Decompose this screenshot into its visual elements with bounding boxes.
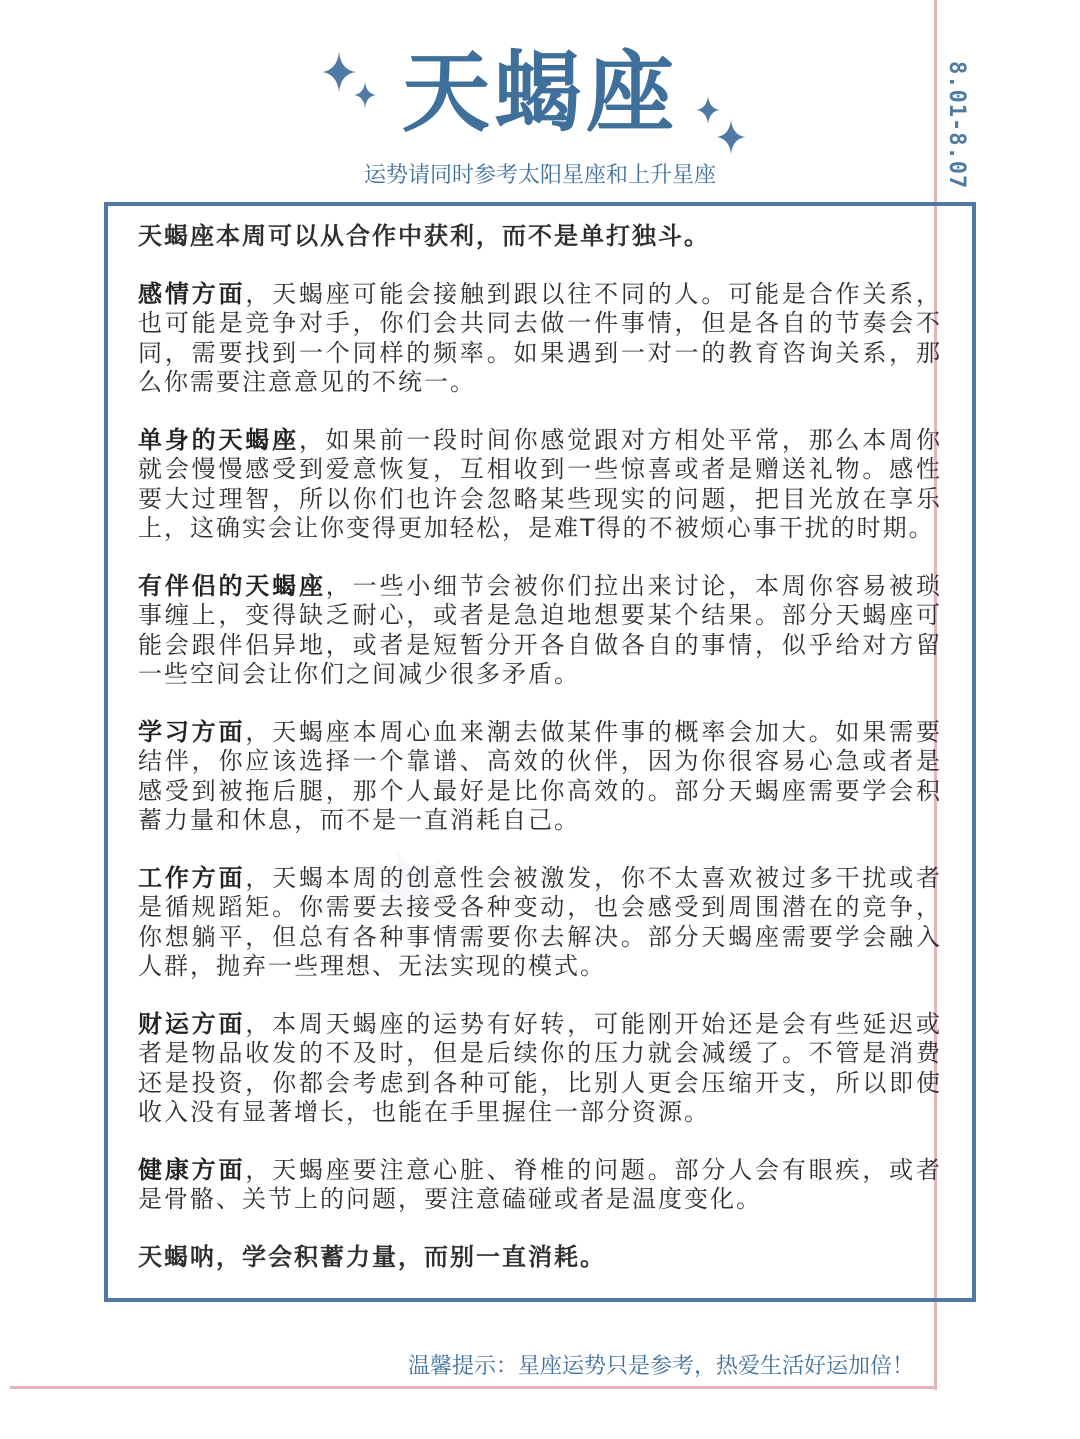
closing-paragraph: 天蝎呐，学会积蓄力量，而别一直消耗。	[138, 1242, 606, 1271]
wealth-label: 财运方面	[138, 1009, 246, 1038]
pink-horizontal-line	[10, 1386, 937, 1389]
single-text: ，如果前一段时间你感觉跟对方相处平常，那么本周你就会慢慢感受到爱意恢复，互相收到一些惊喜或者是赠送礼物。感性要大过理智，所以你们也许会忽略某些现实的问题，把目光放在享乐上，这确实会让你变得更加轻松，是难T得的不被烦心事干扰的时期。	[138, 425, 943, 542]
work-label: 工作方面	[138, 863, 246, 892]
partnered-paragraph	[138, 572, 942, 690]
study-paragraph	[138, 718, 942, 836]
single-label: 单身的天蝎座	[138, 425, 299, 454]
content-frame	[104, 202, 976, 1302]
page-title: 天蝎座	[401, 41, 678, 144]
horoscope-content	[138, 222, 942, 1300]
single-paragraph	[138, 426, 942, 544]
health-label: 健康方面	[138, 1155, 246, 1184]
watermark: ★	[349, 810, 485, 954]
wealth-paragraph	[138, 1010, 942, 1128]
date-range: 8.01-8.07	[944, 60, 969, 190]
partnered-text: ，一些小细节会被你们拉出来讨论，本周你容易被琐事缠上，变得缺乏耐心，或者是急迫地想要某个结果。部分天蝎座可能会跟伴侣异地，或者是短暂分开各自做各自的事情，似乎给对方留一些空间会让你们之间减少很多矛盾。	[138, 571, 943, 688]
love-paragraph	[138, 280, 942, 398]
study-text: ，天蝎座本周心血来潮去做某件事的概率会加大。如果需要结伴，你应该选择一个靠谱、高效的伙伴，因为你很容易心急或者是感受到被拖后腿，那个人最好是比你高效的。部分天蝎座需要学会积蓄力量和休息，而不是一直消耗自己。	[138, 717, 943, 834]
wealth-text: ，本周天蝎座的运势有好转，可能刚开始还是会有些延迟或者是物品收发的不及时，但是后续你的压力就会减缓了。不管是消费还是投资，你都会考虑到各种可能，比别人更会压缩开支，所以即使收入没有显著增长，也能在手里握住一部分资源。	[138, 1009, 943, 1126]
love-text: ，天蝎座可能会接触到跟以往不同的人。可能是合作关系，也可能是竞争对手，你们会共同去做一件事情，但是各自的节奏会不同，需要找到一个同样的频率。如果遇到一对一的教育咨询关系，那么你需要注意意见的不统一。	[138, 279, 943, 396]
study-label: 学习方面	[138, 717, 246, 746]
work-text: ，天蝎本周的创意性会被激发，你不太喜欢被过多干扰或者是循规蹈矩。你需要去接受各种变动，也会感受到周围潜在的竞争，你想躺平，但总有各种事情需要你去解决。部分天蝎座需要学会融入人群，抛弃一些理想、无法实现的模式。	[138, 863, 943, 980]
footer-tip: 温馨提示：星座运势只是参考，热爱生活好运加倍！	[407, 1354, 914, 1379]
lead-paragraph: 天蝎座本周可以从合作中获利，而不是单打独斗。	[138, 222, 710, 250]
love-label: 感情方面	[138, 279, 246, 308]
partnered-label: 有伴侣的天蝎座	[138, 571, 326, 600]
health-text: ，天蝎座要注意心脏、脊椎的问题。部分人会有眼疾，或者是骨骼、关节上的问题，要注意磕碰或者是温度变化。	[138, 1155, 943, 1213]
work-paragraph	[138, 864, 942, 982]
subtitle: 运势请同时参考太阳星座和上升星座	[363, 163, 716, 188]
health-paragraph	[138, 1156, 942, 1215]
